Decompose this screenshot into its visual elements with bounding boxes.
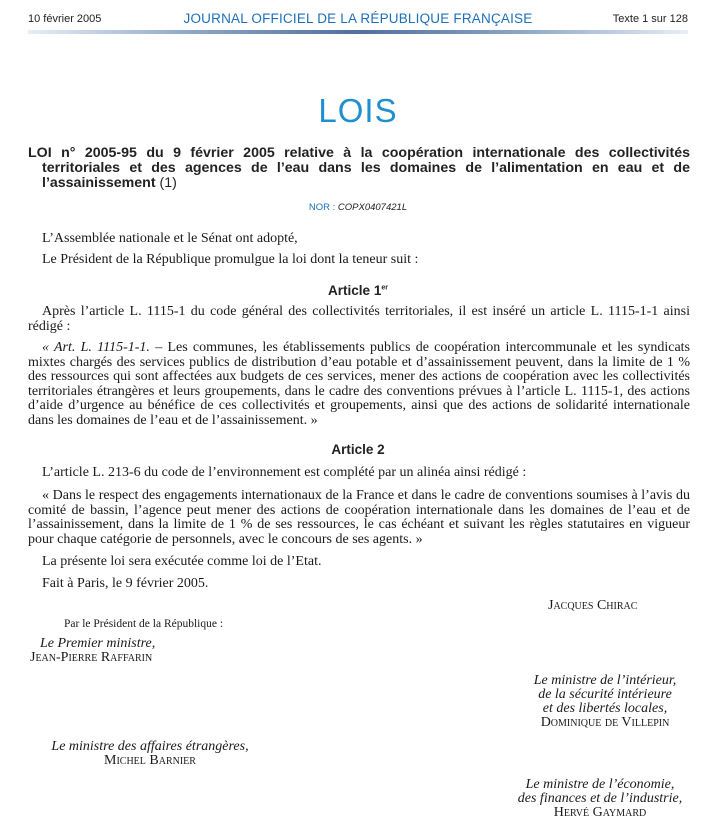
- article-1-heading-text: Article 1: [328, 283, 382, 298]
- journal-title: JOURNAL OFFICIEL DE LA RÉPUBLIQUE FRANÇAISE: [183, 11, 533, 26]
- foreign-role: Le ministre des affaires étrangères,: [51, 739, 249, 754]
- signature-president: Jacques Chirac: [548, 598, 638, 613]
- article-2-intro: L’article L. 213-6 du code de l’environnement est complété par un alinéa ainsi rédigé :: [42, 465, 527, 480]
- prime-minister-name: Jean-Pierre Raffarin: [30, 650, 153, 665]
- article-1-heading-sup: er: [381, 284, 388, 292]
- article-1-quote-ref: « Art. L. 1115-1-1.: [42, 340, 150, 355]
- place-date: Fait à Paris, le 9 février 2005.: [42, 576, 209, 591]
- execution-clause: La présente loi sera exécutée comme loi de l’Etat.: [42, 554, 322, 569]
- header-divider: [28, 30, 688, 34]
- article-2-heading: Article 2: [331, 442, 385, 457]
- nor-label: NOR :: [308, 202, 336, 213]
- by-president-label: Par le Président de la République :: [64, 618, 224, 630]
- prime-minister-role: Le Premier ministre,: [40, 636, 156, 651]
- interior-role-line-2: de la sécurité intérieure: [538, 687, 672, 702]
- article-1-quote: [28, 341, 690, 428]
- article-1-intro: Après l’article L. 1115-1 du code général des collectivités territoriales, il est inséré un article L. 1115-1-1 ainsi rédigé :: [28, 304, 690, 334]
- preamble-line-1: L’Assemblée nationale et le Sénat ont adopté,: [42, 231, 298, 246]
- foreign-minister-name: Michel Barnier: [104, 753, 196, 768]
- article-1-heading: [0, 283, 716, 298]
- economy-role-line-2: des finances et de l’industrie,: [517, 791, 683, 806]
- signature-economy-minister: [490, 778, 710, 820]
- publication-date: 10 février 2005: [28, 13, 102, 25]
- nor-reference: [0, 202, 716, 213]
- interior-minister-name: Dominique de Villepin: [540, 715, 670, 730]
- interior-role-line-1: Le ministre de l’intérieur,: [533, 673, 677, 688]
- signature-prime-minister: [30, 637, 155, 665]
- law-title-text: LOI n° 2005-95 du 9 février 2005 relative à la coopération internationale des collectivités territoriales et des agences de l’eau dans les domaines de l’alimentation en eau et de l’assainissement: [28, 145, 690, 191]
- interior-role-line-3: et des libertés locales,: [542, 701, 668, 716]
- preamble-line-2: Le Président de la République promulgue la loi dont la teneur suit :: [42, 252, 419, 267]
- page-header: [0, 0, 716, 34]
- economy-role-line-1: Le ministre de l’économie,: [525, 777, 675, 792]
- page-info: Texte 1 sur 128: [612, 13, 688, 25]
- economy-minister-name: Hervé Gaymard: [553, 805, 647, 820]
- signature-foreign-minister: [20, 740, 280, 768]
- signature-interior-minister: [500, 674, 710, 730]
- nor-code: COPX0407421L: [337, 202, 408, 213]
- article-2-quote: « Dans le respect des engagements internationaux de la France et dans le cadre de conventions soumises à l’avis du comité de bassin, l’agence peut mener des actions de coopération internationale dans les domaines de l’eau et de l’assainissement, dans la limite de 1 % de ses ressources, le cas échéant et suivant les règles statutaires en vigueur pour chaque catégorie de personnels, avec le concours de ses agents. »: [28, 488, 690, 547]
- article-1-quote-text: – Les communes, les établissements publics de coopération intercommunale et les syndicats mixtes chargés des services publics de distribution d’eau potable et d’assainissement peuvent, dans la limite de 1 % des ressources qui sont affectées aux budgets de ces services, mener des actions de coopération avec les collectivités territoriales étrangères et leurs groupements, dans le cadre des conventions prévues à l’article L. 1115-1, des actions d’aide d’urgence au bénéfice de ces collectivités et groupements, ainsi que des actions de solidarité internationale dans les domaines de l’eau et de l’assainissement. »: [28, 340, 690, 428]
- law-title: [28, 146, 690, 191]
- section-title: LOIS: [318, 92, 398, 129]
- footnote-ref[interactable]: (1): [159, 175, 177, 191]
